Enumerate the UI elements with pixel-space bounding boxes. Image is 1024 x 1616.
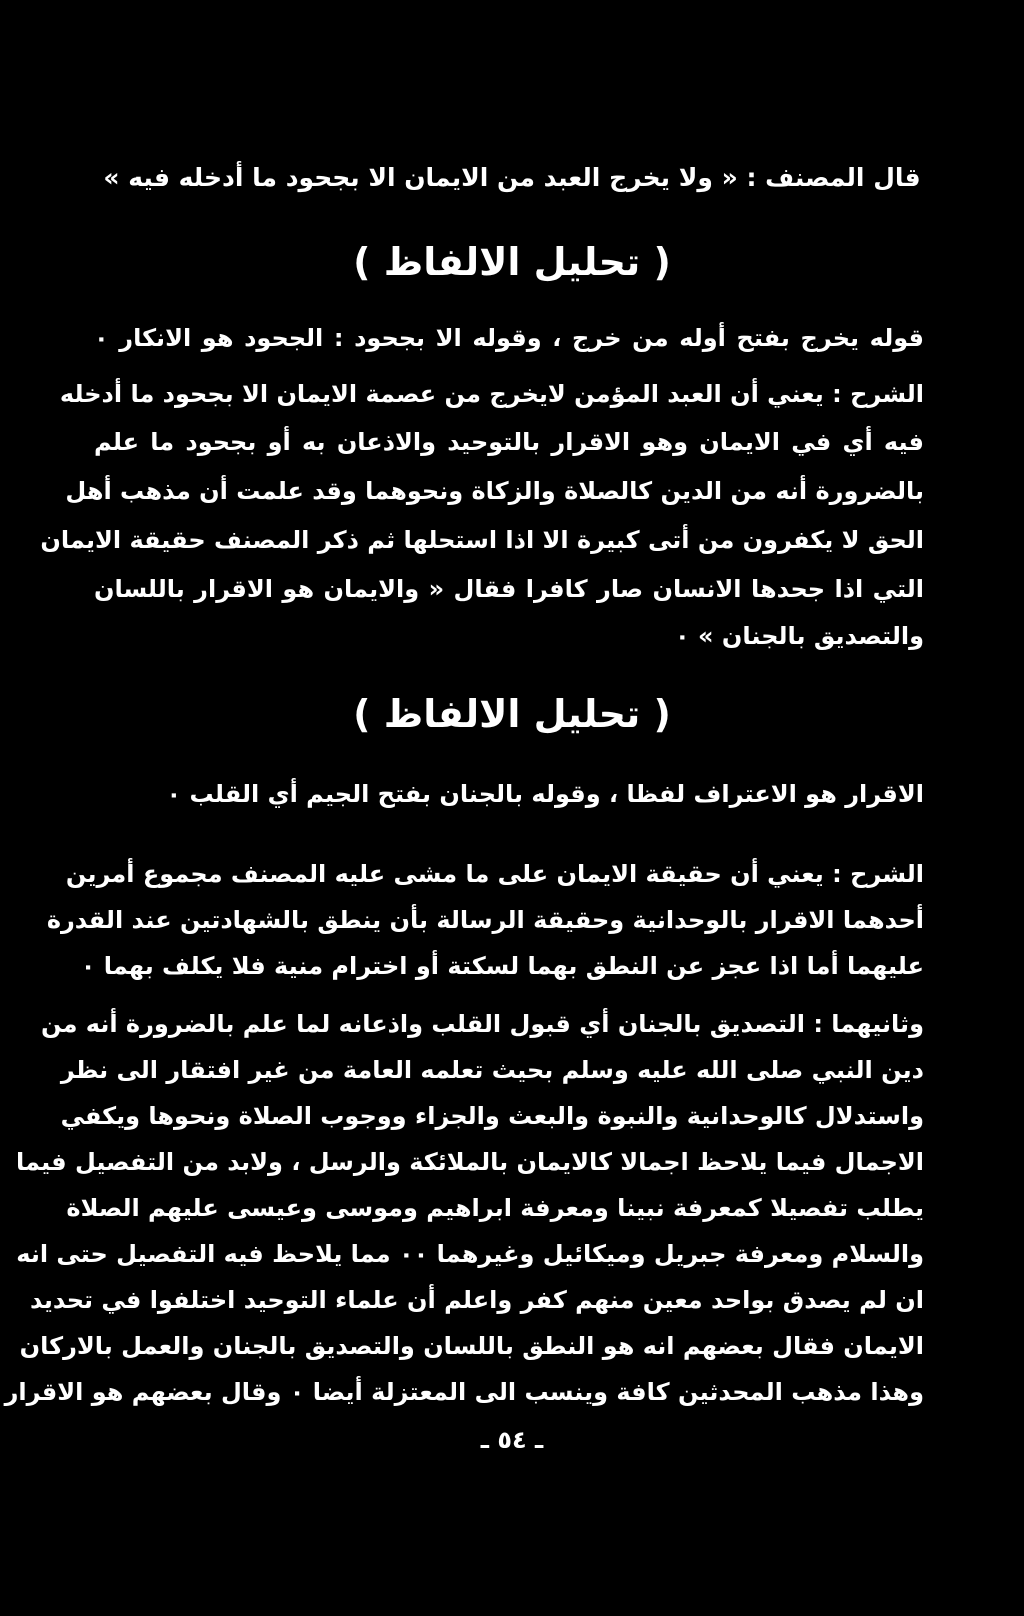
section-1-line: والتصديق بالجنان » ٠ bbox=[675, 622, 924, 650]
section-2-line: عليهما أما اذا عجز عن النطق بهما لسكتة أو اخترام منية فلا يكلف بهما ٠ bbox=[80, 952, 924, 980]
section-2-line: الشرح : يعني أن حقيقة الايمان على ما مشى عليه المصنف مجموع أمرين bbox=[65, 860, 924, 888]
section-1-line: الحق لا يكفرون من أتى كبيرة الا اذا استحلها ثم ذكر المصنف حقيقة الايمان bbox=[40, 526, 924, 554]
section-2-line: وثانيهما : التصديق بالجنان أي قبول القلب واذعانه لما علم بالضرورة أنه من bbox=[40, 1010, 924, 1038]
section-2-line: الايمان فقال بعضهم انه هو النطق باللسان والتصديق بالجنان والعمل بالاركان bbox=[19, 1332, 924, 1360]
section-2-line: الاقرار هو الاعتراف لفظا ، وقوله بالجنان بفتح الجيم أي القلب ٠ bbox=[166, 780, 924, 808]
section-2-line: يطلب تفصيلا كمعرفة نبينا ومعرفة ابراهيم وموسى وعيسى عليهم الصلاة bbox=[66, 1194, 924, 1222]
section-2-line: أحدهما الاقرار بالوحدانية وحقيقة الرسالة بأن ينطق بالشهادتين عند القدرة bbox=[46, 906, 924, 934]
section-1-heading: ( تحليل الالفاظ ) bbox=[353, 240, 671, 284]
section-2-line: دين النبي صلى الله عليه وسلم بحيث تعلمه العامة من غير افتقار الى نظر bbox=[60, 1056, 924, 1084]
section-1-line: قوله يخرج بفتح أوله من خرج ، وقوله الا بجحود : الجحود هو الانكار ٠ bbox=[94, 324, 924, 352]
section-2-line: ان لم يصدق بواحد معين منهم كفر واعلم أن علماء التوحيد اختلفوا في تحديد bbox=[29, 1286, 924, 1314]
section-2-line: وهذا مذهب المحدثين كافة وينسب الى المعتزلة أيضا ٠ وقال بعضهم هو الاقرار bbox=[4, 1378, 924, 1406]
page-number: ـ ٥٤ ـ bbox=[480, 1426, 544, 1454]
section-2-line: والسلام ومعرفة جبريل وميكائيل وغيرهما ٠٠ مما يلاحظ فيه التفصيل حتى انه bbox=[16, 1240, 924, 1268]
section-1-line: بالضرورة أنه من الدين كالصلاة والزكاة ونحوهما وقد علمت أن مذهب أهل bbox=[65, 477, 924, 505]
section-2-line: واستدلال كالوحدانية والنبوة والبعث والجزاء ووجوب الصلاة ونحوها ويكفي bbox=[60, 1102, 924, 1130]
section-1-line: فيه أي في الايمان وهو الاقرار بالتوحيد والاذعان به أو بجحود ما علم bbox=[94, 428, 924, 456]
section-2-heading: ( تحليل الالفاظ ) bbox=[353, 692, 671, 736]
section-2-line: الاجمال فيما يلاحظ اجمالا كالايمان بالملائكة والرسل ، ولابد من التفصيل فيما bbox=[15, 1148, 924, 1176]
section-1-line: التي اذا جحدها الانسان صار كافرا فقال « والايمان هو الاقرار باللسان bbox=[94, 575, 924, 603]
author-quote: قال المصنف : « ولا يخرج العبد من الايمان الا بجحود ما أدخله فيه » bbox=[103, 163, 921, 192]
section-1-line: الشرح : يعني أن العبد المؤمن لايخرج من عصمة الايمان الا بجحود ما أدخله bbox=[59, 380, 924, 408]
